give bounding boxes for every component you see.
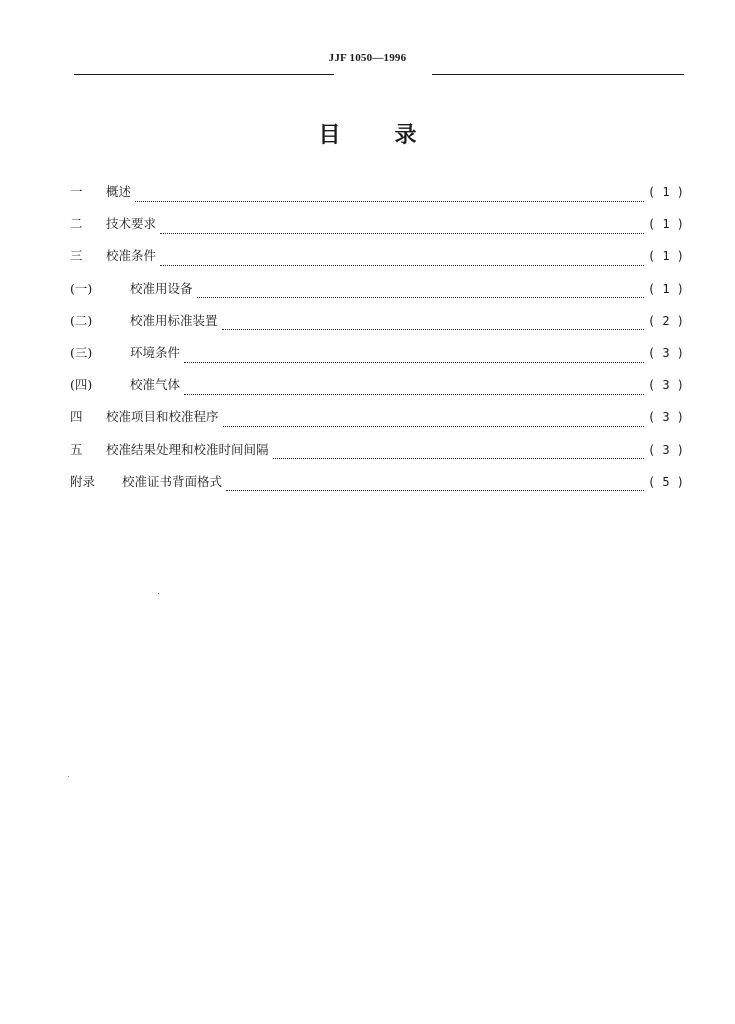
dot-leader — [160, 233, 644, 234]
dot-leader — [223, 426, 644, 427]
toc-entry-title: 概述 — [106, 184, 132, 199]
toc-entry-page: ( 2 ) — [647, 313, 684, 328]
toc-entry-title: 校准项目和校准程序 — [106, 409, 219, 425]
page-title — [0, 118, 735, 149]
toc-entry-title: 校准条件 — [106, 248, 157, 264]
toc-entry-page: ( 1 ) — [647, 185, 684, 199]
dot-leader — [135, 201, 644, 202]
toc-entry[interactable] — [70, 279, 684, 311]
toc-entry-number: (一) — [70, 280, 93, 296]
table-of-contents — [70, 182, 684, 504]
dot-leader — [226, 490, 644, 491]
toc-entry[interactable] — [70, 440, 684, 472]
toc-entry[interactable] — [70, 311, 684, 343]
dot-leader — [222, 329, 644, 330]
header-rule-left — [74, 74, 334, 75]
toc-entry[interactable] — [70, 246, 684, 278]
toc-entry-title: 校准用标准装置 — [130, 312, 218, 328]
toc-entry-page: ( 5 ) — [647, 474, 684, 489]
toc-entry-number: 附录 — [70, 473, 96, 489]
toc-entry[interactable] — [70, 407, 684, 439]
title-char-left: 目 — [318, 123, 341, 148]
toc-entry-page: ( 3 ) — [647, 345, 684, 360]
toc-entry-number: (三) — [70, 344, 93, 360]
toc-entry-page: ( 1 ) — [647, 281, 684, 296]
toc-entry-number: 二 — [70, 216, 83, 232]
dot-leader — [184, 394, 644, 395]
toc-entry-title: 校准结果处理和校准时间间隔 — [106, 441, 269, 457]
header-rule-right — [432, 74, 684, 75]
toc-entry-page: ( 3 ) — [647, 410, 684, 425]
dot-leader — [184, 362, 644, 363]
standard-code: JJF 1050—1996 — [328, 52, 407, 64]
toc-entry-title: 环境条件 — [130, 344, 181, 360]
toc-entry-number: (二) — [70, 312, 93, 328]
scan-speck — [158, 593, 159, 594]
toc-entry-page: ( 3 ) — [647, 378, 684, 393]
toc-entry-page: ( 1 ) — [647, 217, 684, 232]
toc-entry-number: 三 — [70, 248, 83, 264]
dot-leader — [160, 265, 644, 266]
toc-entry-title: 校准气体 — [130, 377, 181, 393]
toc-entry[interactable] — [70, 343, 684, 375]
dot-leader — [197, 297, 644, 298]
toc-entry-number: 四 — [70, 409, 83, 425]
scan-speck — [68, 776, 69, 777]
toc-entry-title: 校准证书背面格式 — [122, 473, 223, 489]
toc-entry-page: ( 1 ) — [647, 249, 684, 264]
toc-entry-number: 五 — [70, 441, 83, 457]
toc-entry[interactable] — [70, 214, 684, 246]
toc-entry-title: 校准用设备 — [130, 280, 193, 296]
toc-entry-number: (四) — [70, 377, 93, 393]
toc-entry[interactable] — [70, 182, 684, 214]
toc-entry-title: 技术要求 — [106, 216, 157, 232]
title-char-right: 录 — [394, 123, 417, 148]
toc-entry[interactable] — [70, 472, 684, 504]
toc-entry-number: 一 — [70, 184, 83, 199]
toc-entry[interactable] — [70, 375, 684, 407]
toc-entry-page: ( 3 ) — [647, 442, 684, 457]
dot-leader — [273, 458, 644, 459]
